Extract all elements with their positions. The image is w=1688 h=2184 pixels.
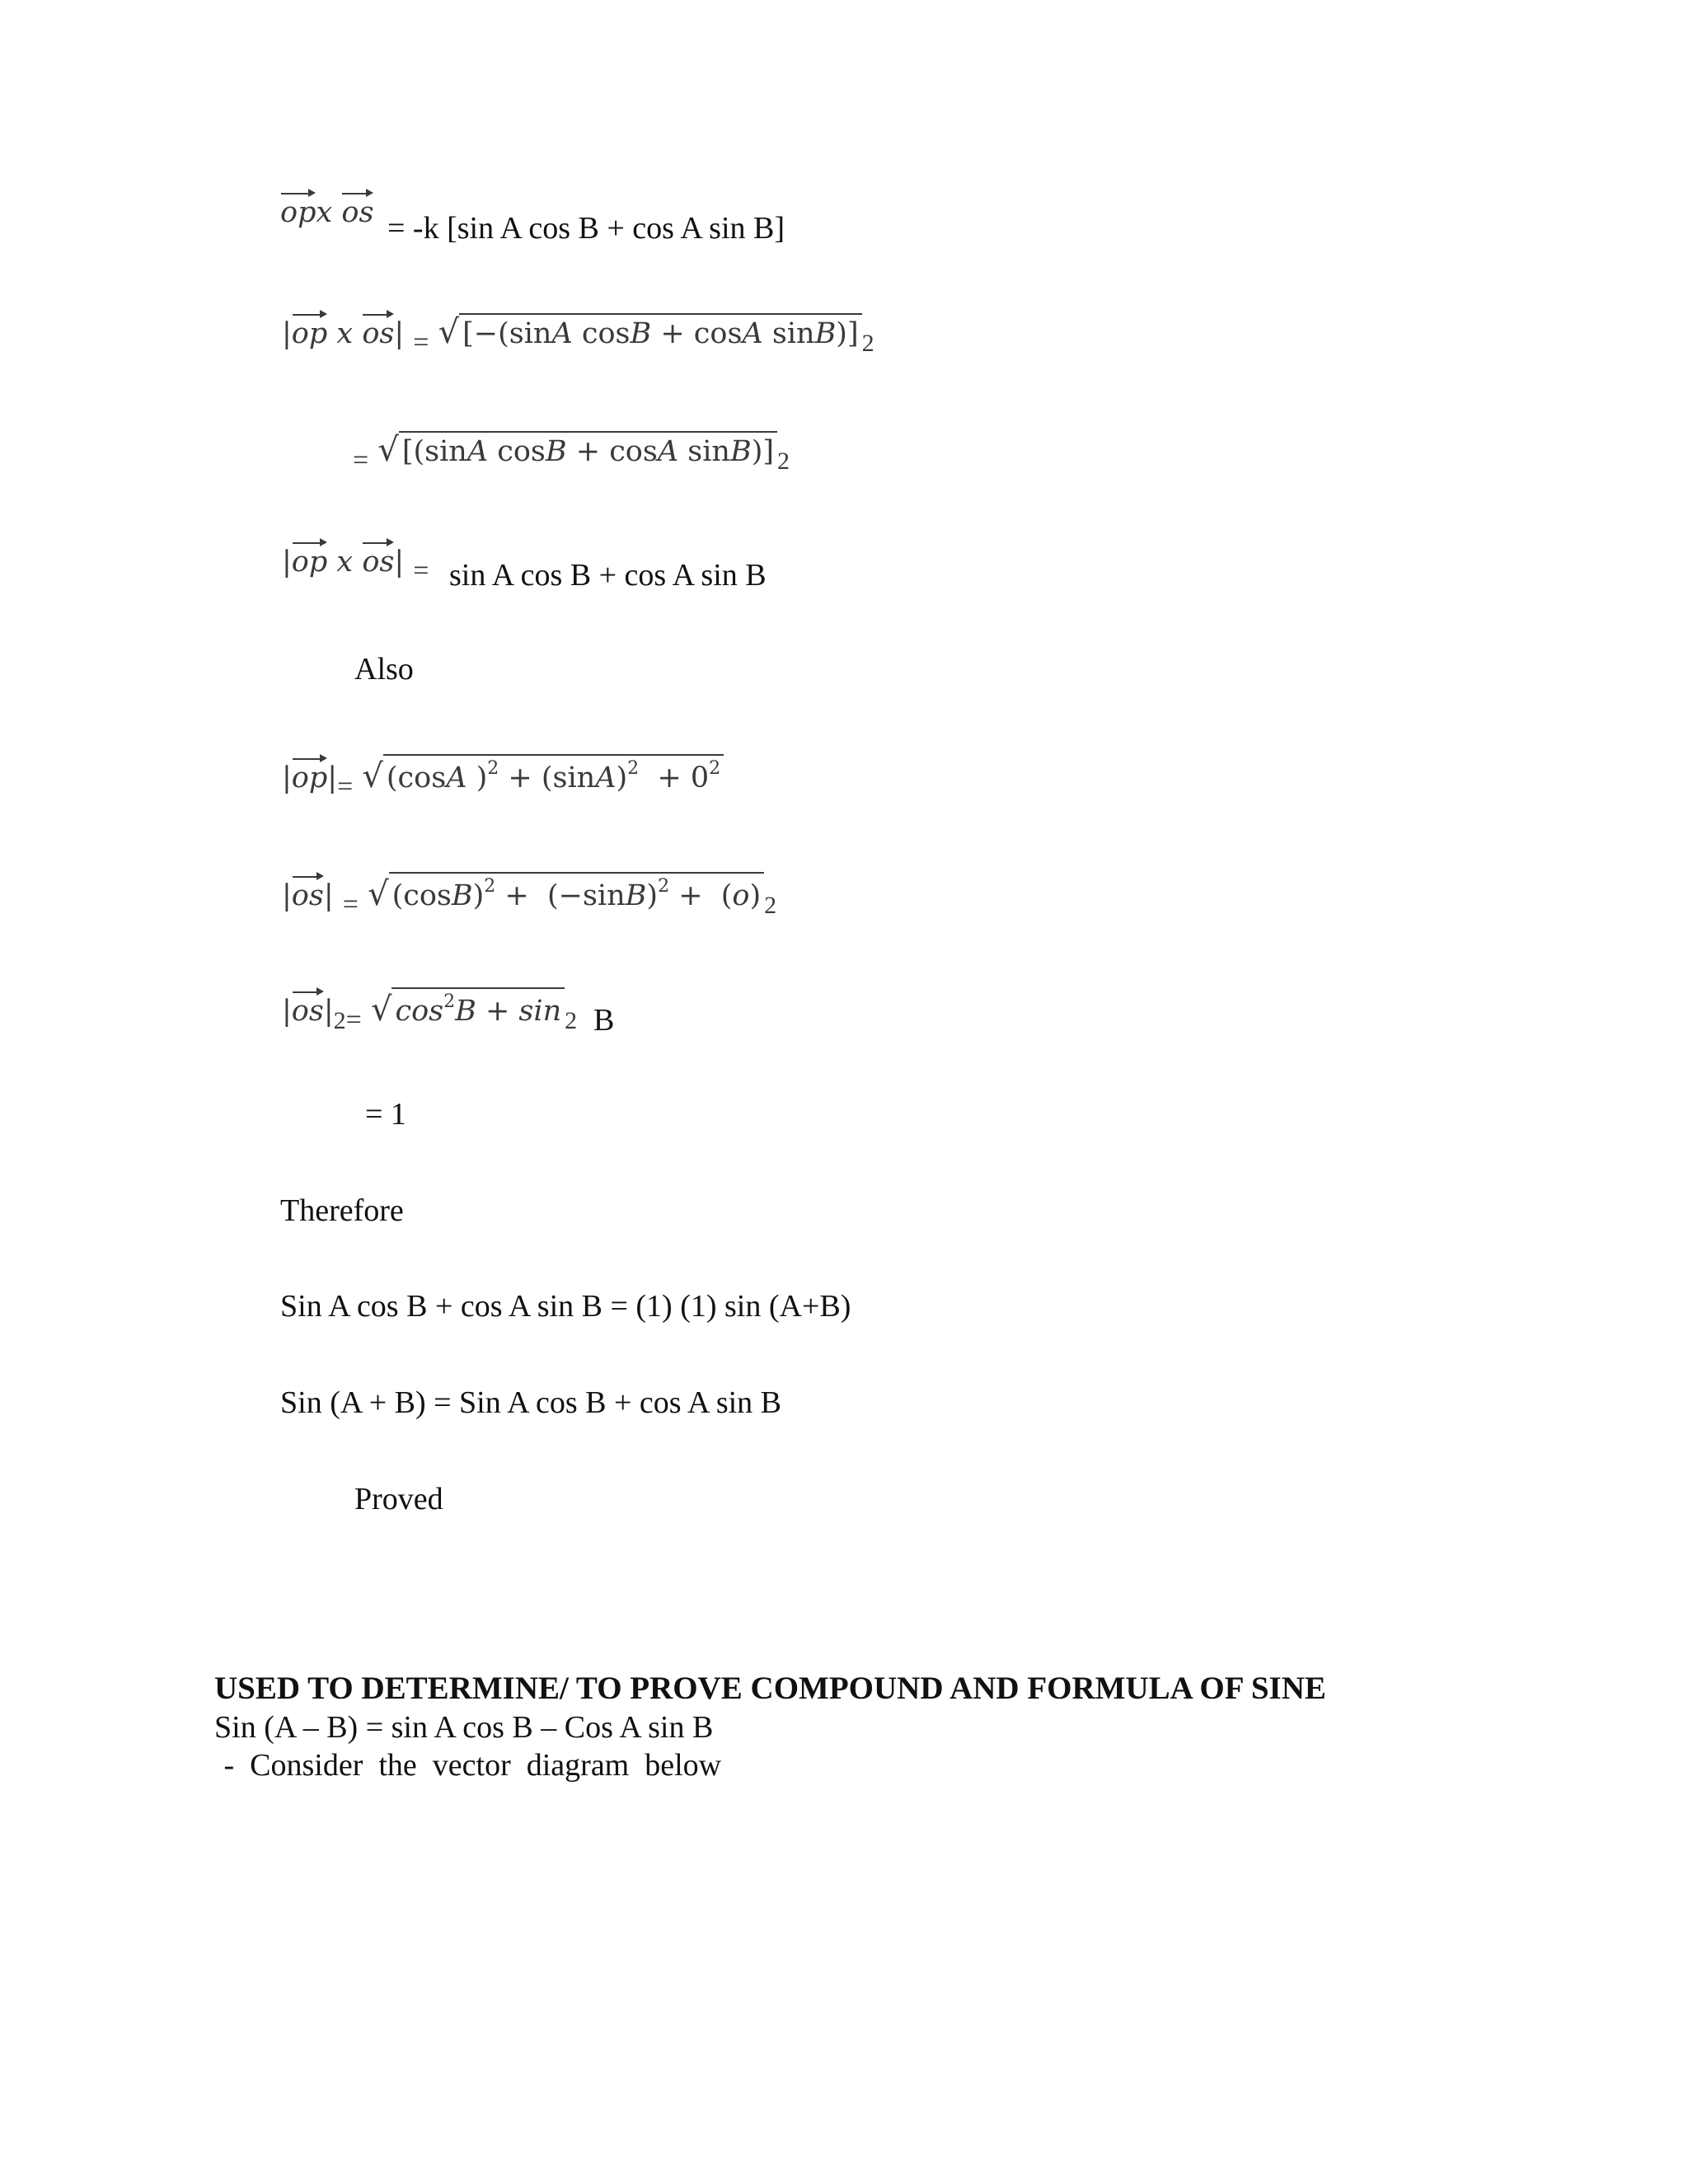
equation-cross-product: opx os bbox=[280, 196, 374, 229]
word-therefore: Therefore bbox=[280, 1193, 404, 1228]
equation-magnitude-1: |op x os| = √ [−(sinA cosB + cosA sinB)] 2 bbox=[282, 313, 874, 358]
word-proved: Proved bbox=[354, 1482, 443, 1516]
os-squared-tail: B bbox=[593, 1003, 615, 1038]
equation-magnitude-3: |op x os| = bbox=[282, 546, 429, 586]
magnitude-result: sin A cos B + cos A sin B bbox=[449, 558, 767, 593]
section-formula: Sin (A – B) = sin A cos B – Cos A sin B bbox=[214, 1710, 714, 1745]
cross-product-result: = -k [sin A cos B + cos A sin B] bbox=[387, 211, 785, 246]
vector-os: os bbox=[341, 196, 374, 229]
summary-line-1: Sin A cos B + cos A sin B = (1) (1) sin (A+B) bbox=[280, 1289, 851, 1324]
vector-op: op bbox=[280, 196, 316, 229]
summary-line-2: Sin (A + B) = Sin A cos B + cos A sin B bbox=[280, 1385, 782, 1420]
section-heading: USED TO DETERMINE/ TO PROVE COMPOUND AND FORMULA OF SINE bbox=[214, 1671, 1326, 1706]
equation-os-squared: |os|2= √ $\cos^2B + \sin 2$ bbox=[282, 987, 577, 1036]
equation-op-magnitude: |op|= √ (cosA )$^2 + (\sin A)^2 + 0^2$ bbox=[282, 754, 724, 803]
section-bullet: - Consider the vector diagram below bbox=[216, 1748, 722, 1783]
equation-magnitude-2: = √ [(sinA cosB + cosA sinB)] 2 bbox=[353, 431, 790, 476]
word-also: Also bbox=[354, 652, 414, 687]
equation-os-magnitude: |os| = √ $(\cos B)^2 + (-\sin B)^2 + (o)$ 2 bbox=[282, 872, 776, 921]
equals-one: = 1 bbox=[365, 1097, 406, 1132]
